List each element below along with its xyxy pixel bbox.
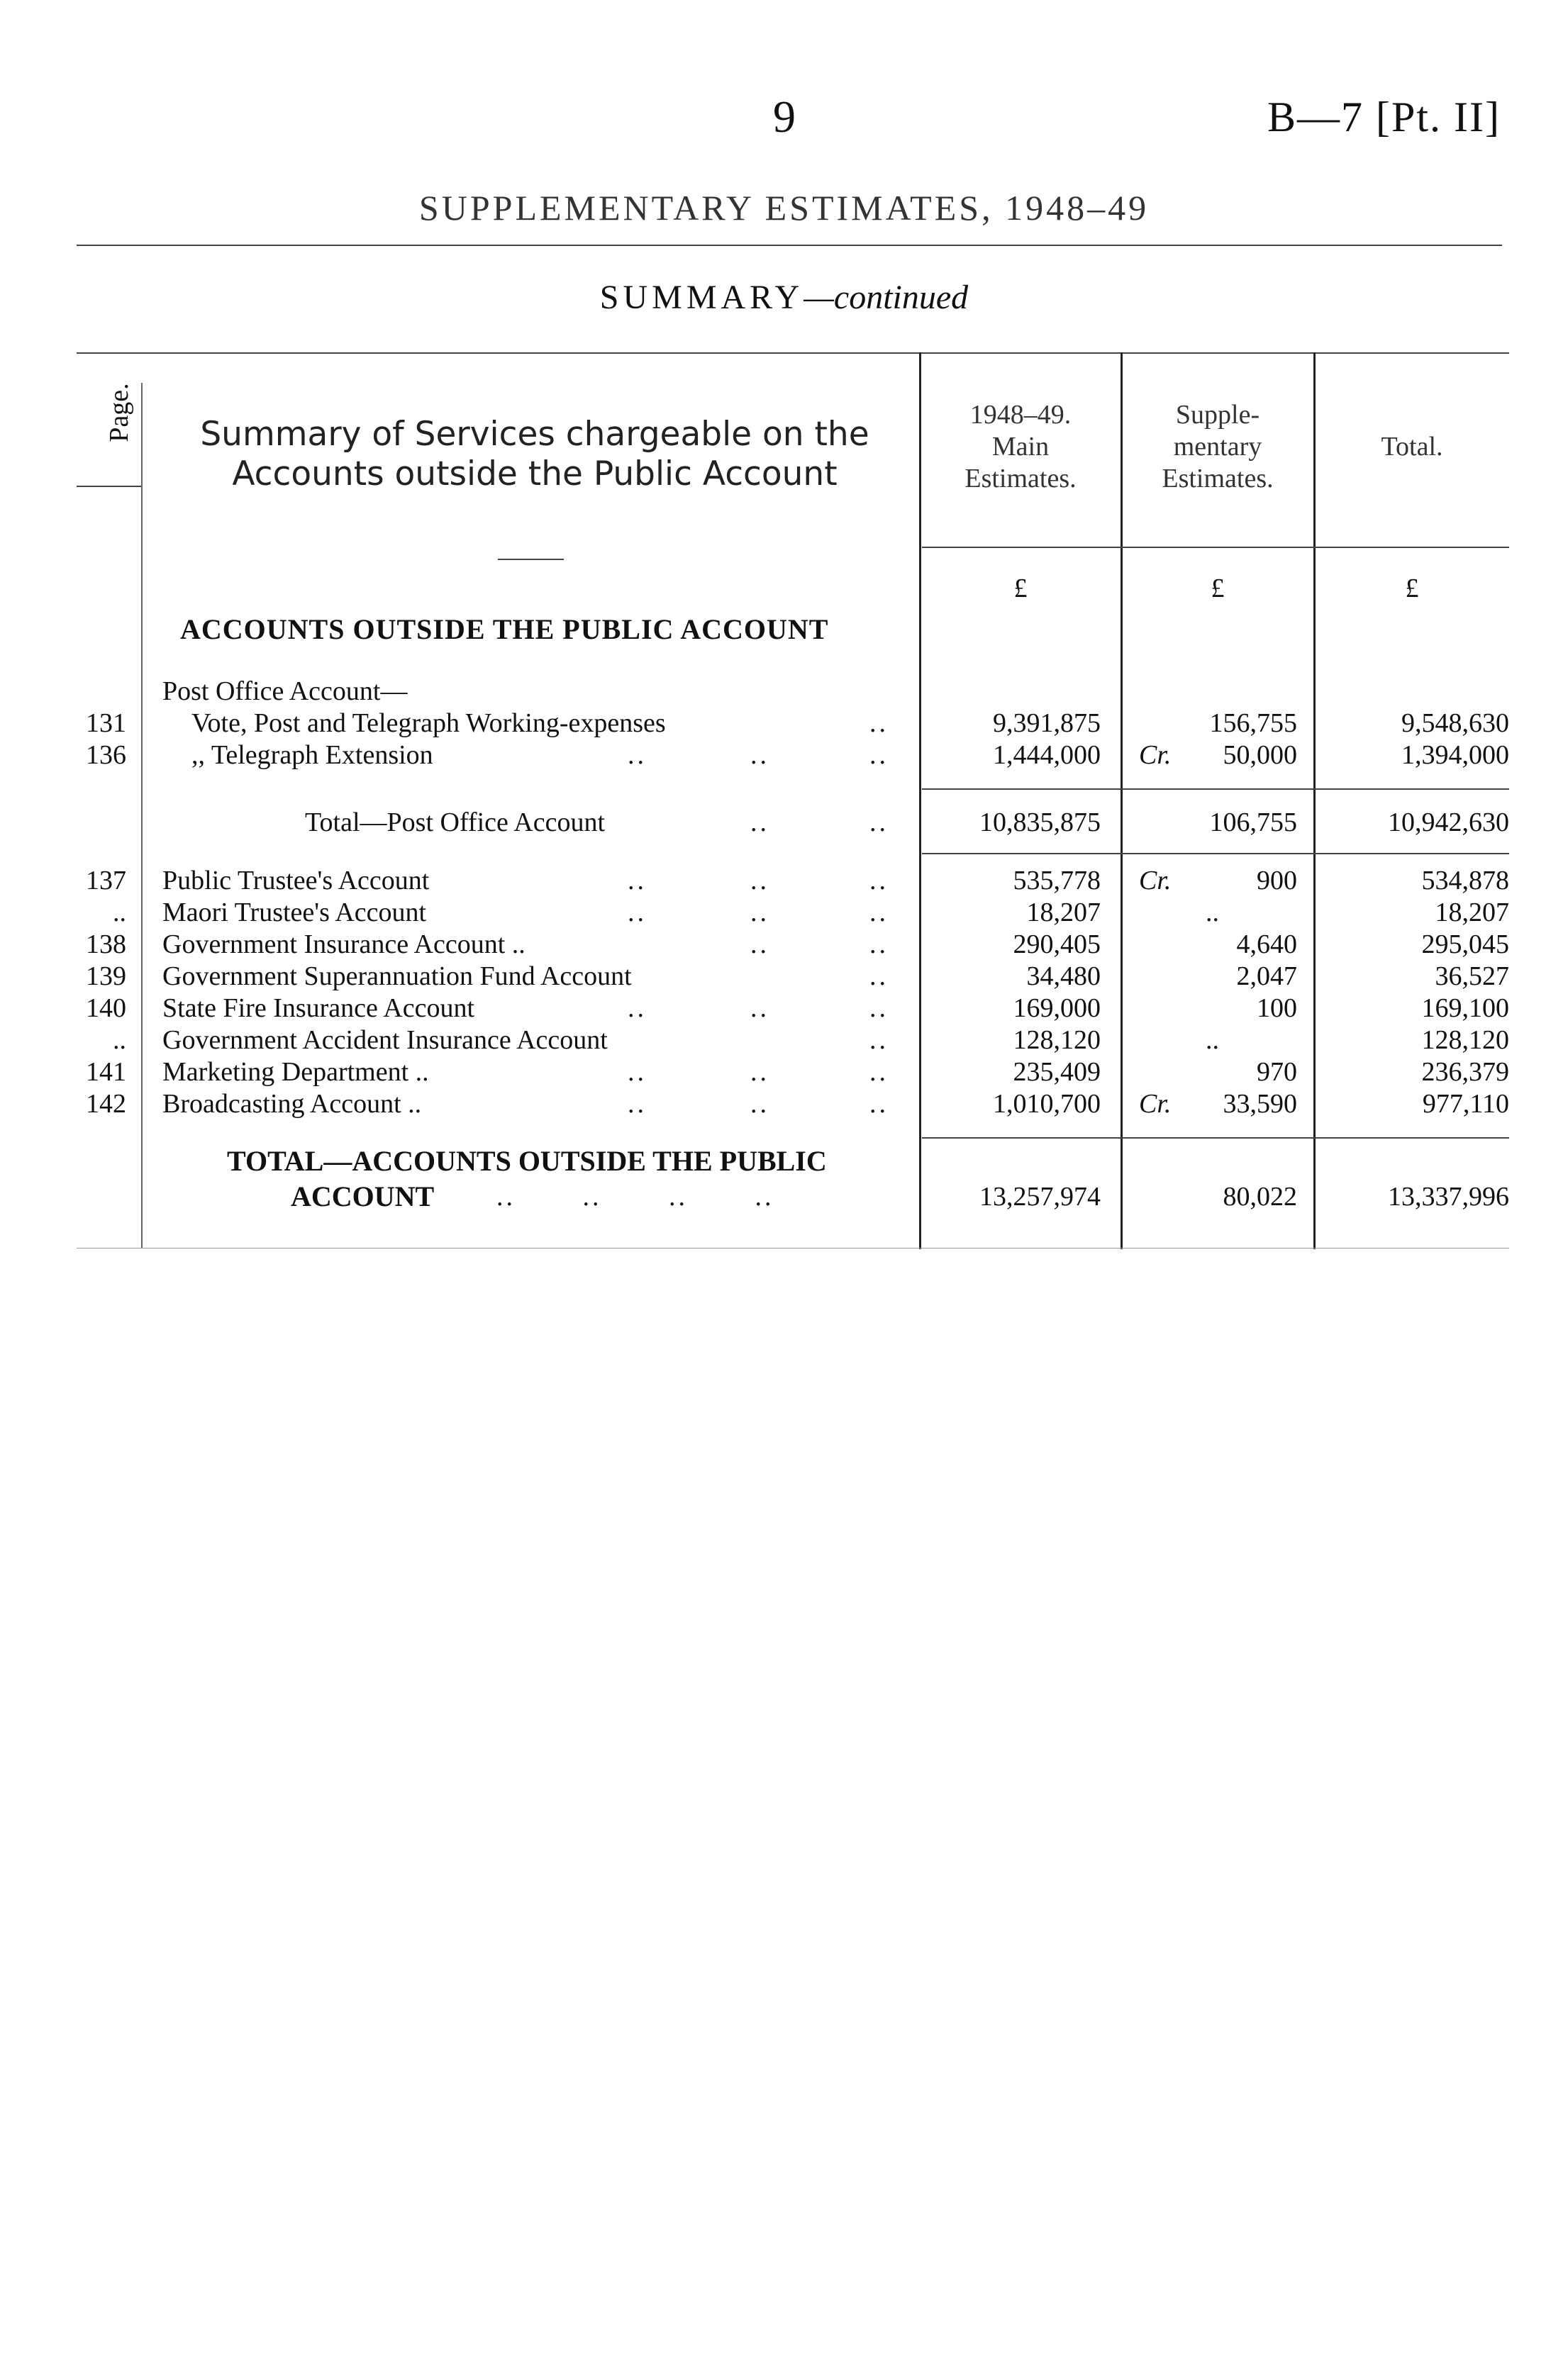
row-supplementary-estimate: 50,000 bbox=[1223, 740, 1297, 770]
row-supplementary-estimate: 970 bbox=[1257, 1057, 1297, 1087]
row-page: 138 bbox=[86, 929, 126, 959]
table-row bbox=[0, 930, 1568, 961]
leader-dots: .. bbox=[869, 1025, 889, 1055]
table-row bbox=[0, 1058, 1568, 1089]
page-number: 9 bbox=[773, 91, 796, 142]
row-total: 169,100 bbox=[1421, 993, 1509, 1023]
row-page: 139 bbox=[86, 961, 126, 991]
col2-header-line: mentary bbox=[1173, 432, 1262, 462]
row-description: ,, Telegraph Extension bbox=[191, 740, 433, 770]
table-row bbox=[0, 898, 1568, 929]
leader-dots: .. bbox=[628, 898, 647, 927]
row-main-estimate: 1,010,700 bbox=[993, 1089, 1101, 1119]
row-total: 18,207 bbox=[1435, 898, 1509, 927]
grand-total-main: 13,257,974 bbox=[979, 1182, 1101, 1212]
row-page: .. bbox=[113, 898, 126, 927]
row-description: State Fire Insurance Account bbox=[162, 993, 475, 1023]
table-top-rule bbox=[77, 352, 1509, 354]
currency-col2: £ bbox=[1211, 574, 1225, 603]
row-main-estimate: 235,409 bbox=[1013, 1057, 1101, 1087]
page-column-label: Page. bbox=[104, 383, 134, 442]
table-row bbox=[0, 866, 1568, 898]
grand-total-leader-dots: .. .. .. .. bbox=[496, 1182, 774, 1212]
row-total: 1,394,000 bbox=[1401, 740, 1509, 770]
table-row bbox=[0, 808, 1568, 839]
row-credit-marker: Cr. bbox=[1139, 866, 1172, 895]
col1-header bbox=[921, 399, 1121, 495]
row-supplementary-estimate: 4,640 bbox=[1236, 929, 1297, 959]
leader-dots: .. bbox=[628, 1057, 647, 1087]
row-main-estimate: 9,391,875 bbox=[993, 708, 1101, 738]
leader-dots: .. bbox=[750, 1089, 769, 1119]
col2-header bbox=[1122, 399, 1313, 495]
row-supplementary-estimate: 33,590 bbox=[1223, 1089, 1297, 1119]
table-row bbox=[0, 994, 1568, 1025]
row-supplementary-estimate: .. bbox=[1206, 898, 1219, 927]
col2-header-line: Supple- bbox=[1175, 400, 1260, 430]
row-main-estimate: 1,444,000 bbox=[993, 740, 1101, 770]
grand-total-total: 13,337,996 bbox=[1388, 1182, 1509, 1212]
row-page: 142 bbox=[86, 1089, 126, 1119]
header-bottom-rule bbox=[922, 547, 1509, 548]
row-description: Total—Post Office Account bbox=[305, 808, 606, 837]
row-supplementary-estimate: 900 bbox=[1257, 866, 1297, 895]
subtotal-top-rule bbox=[922, 788, 1509, 790]
row-supplementary-estimate: 2,047 bbox=[1236, 961, 1297, 991]
leader-dots: .. bbox=[750, 808, 769, 837]
leader-dots: .. bbox=[869, 1089, 889, 1119]
row-supplementary-estimate: 106,755 bbox=[1209, 808, 1297, 837]
table-row bbox=[0, 677, 1568, 708]
leader-dots: .. bbox=[869, 961, 889, 991]
row-supplementary-estimate: 100 bbox=[1257, 993, 1297, 1023]
row-main-estimate: 169,000 bbox=[1013, 993, 1101, 1023]
leader-dots: .. bbox=[869, 898, 889, 927]
row-description: Vote, Post and Telegraph Working-expenses bbox=[191, 708, 666, 738]
row-main-estimate: 535,778 bbox=[1013, 866, 1101, 895]
col1-header-line: 1948–49. bbox=[969, 400, 1072, 430]
row-total: 534,878 bbox=[1421, 866, 1509, 895]
section-title bbox=[0, 278, 1568, 318]
total-top-rule bbox=[922, 1137, 1509, 1139]
row-page: .. bbox=[113, 1025, 126, 1055]
row-main-estimate: 128,120 bbox=[1013, 1025, 1101, 1055]
currency-col3: £ bbox=[1405, 574, 1419, 603]
row-total: 36,527 bbox=[1435, 961, 1509, 991]
col1-header-line: Main bbox=[991, 432, 1050, 462]
row-credit-marker: Cr. bbox=[1139, 1089, 1172, 1119]
summary-label: SUMMARY bbox=[599, 279, 804, 316]
leader-dots: .. bbox=[628, 993, 647, 1023]
row-page: 141 bbox=[86, 1057, 126, 1087]
row-description: Broadcasting Account .. bbox=[162, 1089, 422, 1119]
leader-dots: .. bbox=[750, 898, 769, 927]
table-row bbox=[0, 709, 1568, 740]
row-main-estimate: 34,480 bbox=[1026, 961, 1101, 991]
col2-header-line: Estimates. bbox=[1162, 464, 1274, 493]
leader-dots: .. bbox=[750, 929, 769, 959]
col3-header bbox=[1315, 431, 1509, 463]
leader-dots: .. bbox=[869, 740, 889, 770]
leader-dots: .. bbox=[750, 993, 769, 1023]
row-description: Government Insurance Account .. bbox=[162, 929, 526, 959]
table-row bbox=[0, 1090, 1568, 1121]
description-header: Summary of Services chargeable on the Accounts outside the Public Account bbox=[200, 415, 869, 493]
row-total: 128,120 bbox=[1421, 1025, 1509, 1055]
row-description: Maori Trustee's Account bbox=[162, 898, 427, 927]
subtotal-bottom-rule bbox=[922, 853, 1509, 854]
document-title: SUPPLEMENTARY ESTIMATES, 1948–49 bbox=[418, 188, 1150, 228]
leader-dots: .. bbox=[628, 866, 647, 895]
leader-dots: .. bbox=[628, 1089, 647, 1119]
table-row bbox=[0, 741, 1568, 772]
section-heading: ACCOUNTS OUTSIDE THE PUBLIC ACCOUNT bbox=[180, 613, 829, 645]
grand-total-supplementary: 80,022 bbox=[1223, 1182, 1297, 1212]
row-total: 295,045 bbox=[1421, 929, 1509, 959]
row-supplementary-estimate: .. bbox=[1206, 1025, 1219, 1055]
row-description: Public Trustee's Account bbox=[162, 866, 430, 895]
row-total: 977,110 bbox=[1422, 1089, 1509, 1119]
row-supplementary-estimate: 156,755 bbox=[1209, 708, 1297, 738]
row-page: 137 bbox=[86, 866, 126, 895]
leader-dots: .. bbox=[869, 993, 889, 1023]
page-col-rule bbox=[77, 486, 142, 487]
leader-dots: .. bbox=[869, 708, 889, 738]
leader-dots: .. bbox=[750, 740, 769, 770]
leader-dots: .. bbox=[869, 929, 889, 959]
col1-header-line: Estimates. bbox=[964, 464, 1077, 493]
document-reference: B—7 [Pt. II] bbox=[1267, 94, 1501, 140]
row-main-estimate: 290,405 bbox=[1013, 929, 1101, 959]
row-total: 236,379 bbox=[1421, 1057, 1509, 1087]
leader-dots: .. bbox=[869, 808, 889, 837]
leader-dots: .. bbox=[869, 1057, 889, 1087]
row-description: Post Office Account— bbox=[162, 676, 408, 706]
row-total: 10,942,630 bbox=[1388, 808, 1509, 837]
grand-total-label-line2: ACCOUNT bbox=[291, 1180, 435, 1212]
row-page: 131 bbox=[86, 708, 126, 738]
row-page: 140 bbox=[86, 993, 126, 1023]
leader-dots: .. bbox=[628, 740, 647, 770]
row-description: Marketing Department .. bbox=[162, 1057, 429, 1087]
row-description: Government Superannuation Fund Account bbox=[162, 961, 632, 991]
col3-header-line: Total. bbox=[1381, 432, 1443, 462]
summary-suffix: —continued bbox=[804, 279, 969, 316]
leader-dots: .. bbox=[750, 1057, 769, 1087]
table-row bbox=[0, 1026, 1568, 1057]
row-total: 9,548,630 bbox=[1401, 708, 1509, 738]
row-credit-marker: Cr. bbox=[1139, 740, 1172, 770]
desc-short-rule bbox=[498, 559, 564, 560]
row-main-estimate: 18,207 bbox=[1026, 898, 1101, 927]
row-main-estimate: 10,835,875 bbox=[979, 808, 1101, 837]
table-row bbox=[0, 962, 1568, 993]
row-description: Government Accident Insurance Account bbox=[162, 1025, 608, 1055]
leader-dots: .. bbox=[750, 866, 769, 895]
leader-dots: .. bbox=[869, 866, 889, 895]
row-page: 136 bbox=[86, 740, 126, 770]
grand-total-label-line1: TOTAL—ACCOUNTS OUTSIDE THE PUBLIC bbox=[227, 1145, 827, 1177]
title-rule bbox=[77, 245, 1502, 246]
currency-col1: £ bbox=[1013, 574, 1028, 603]
